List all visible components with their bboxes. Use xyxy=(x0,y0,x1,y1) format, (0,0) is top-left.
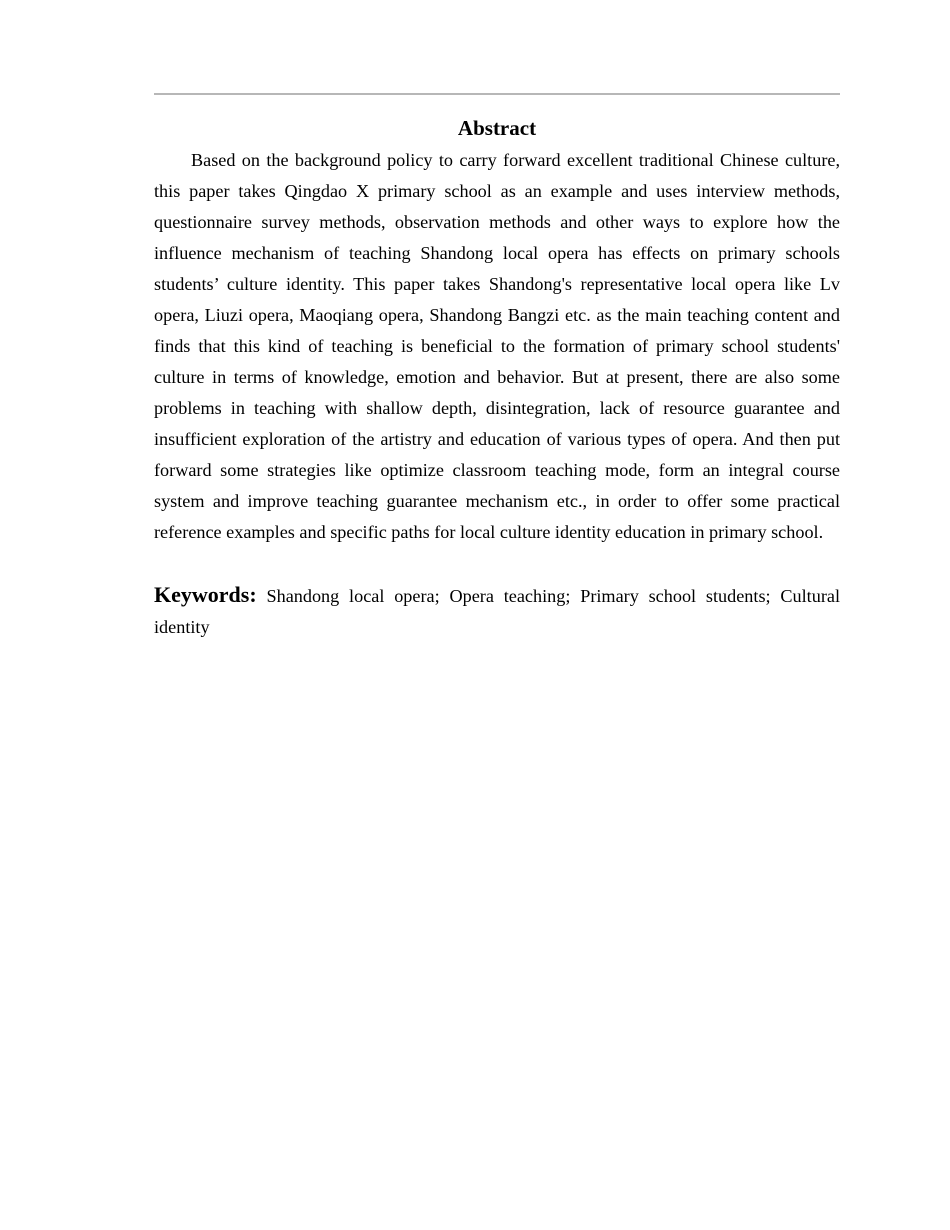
abstract-paragraph: Based on the background policy to carry forward excellent traditional Chinese culture, this paper takes Qingdao X primary school as an example and uses interview methods, questionnaire survey methods, observation methods and other ways to explore how the influence mechanism of teaching Shandong local opera has effects on primary schools students’ culture identity. This paper takes Shandong's representative local opera like Lv opera, Liuzi opera, Maoqiang opera, Shandong Bangzi etc. as the main teaching content and finds that this kind of teaching is beneficial to the formation of primary school students' culture in terms of knowledge, emotion and behavior. But at present, there are also some problems in teaching with shallow depth, disintegration, lack of resource guarantee and insufficient exploration of the artistry and education of various types of opera. And then put forward some strategies like optimize classroom teaching mode, form an integral course system and improve teaching guarantee mechanism etc., in order to offer some practical reference examples and specific paths for local culture identity education in primary school. xyxy=(154,150,840,542)
keywords-text: Shandong local opera; Opera teaching; Primary school students; Cultural identity xyxy=(154,586,841,637)
keywords-label: Keywords: xyxy=(154,582,257,607)
keywords-line xyxy=(154,579,840,643)
header-rule xyxy=(154,93,840,95)
abstract-heading: Abstract xyxy=(457,116,537,140)
